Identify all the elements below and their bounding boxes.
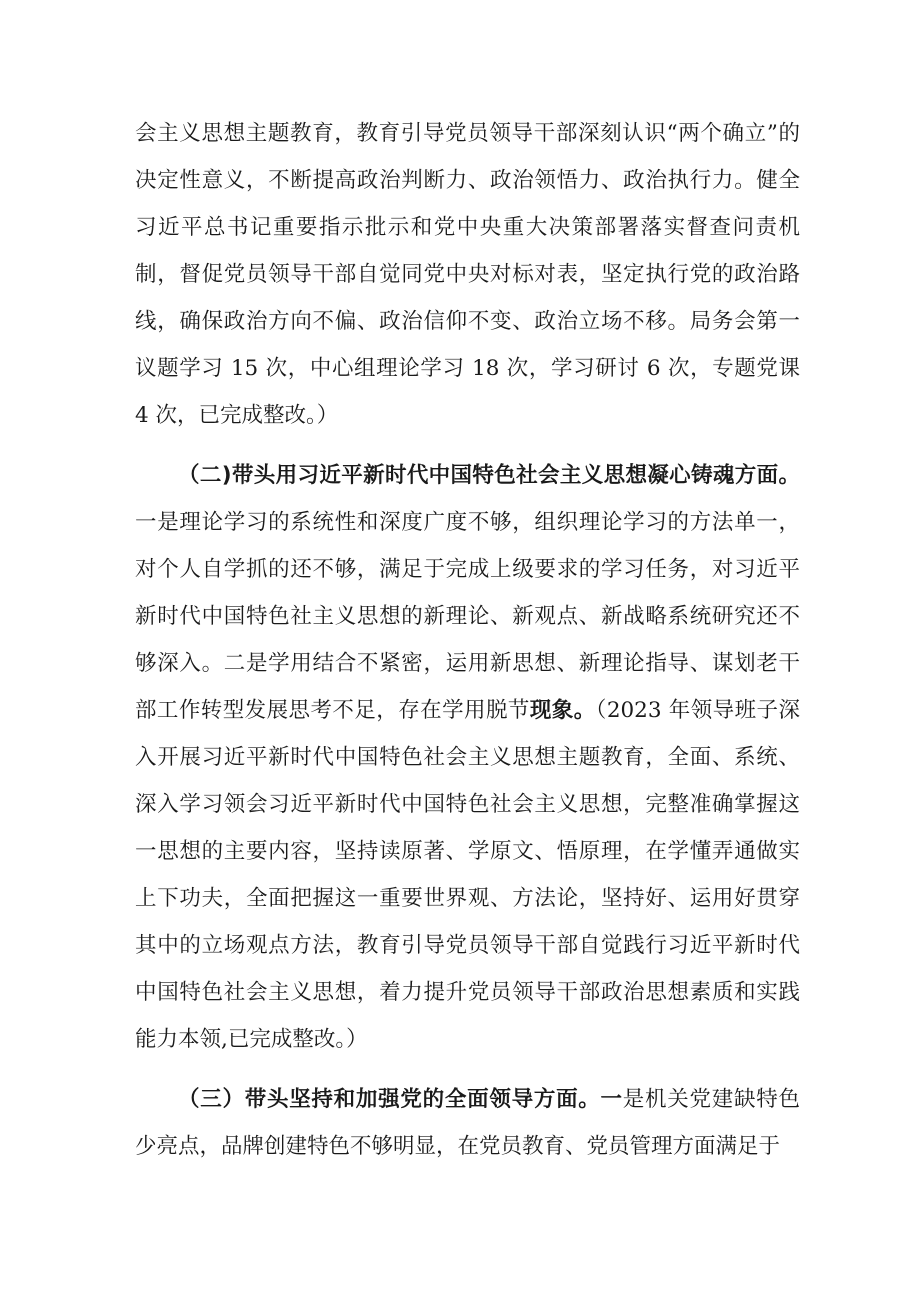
section-heading-2: （二)带头用习近平新时代中国特色社会主义思想凝心铸魂方面。 bbox=[178, 463, 800, 488]
section-heading-3: （三）带头坚持和加强党的全面领导方面。 bbox=[178, 1087, 601, 1112]
paragraph-text: 会主义思想主题教育，教育引导党员领导干部深刻认识“两个确立”的决定性意义，不断提高政治判断力、政治领悟力、政治执行力。健全习近平总书记重要指示批示和党中央重大决策部署落实督查问责机制，督促党员领导干部自觉同党中央对标对表，坚定执行党的政治路线，确保政治方向不偏、政治信仰不变、政治立场不移。局务会第一议题学习 15 次，中心组理论学习 18 次，学习研讨 6 次，专题党课 4 次，已完成整改。） bbox=[135, 121, 800, 428]
paragraph-text: 一是理论学习的系统性和深度广度不够，组织理论学习的方法单一，对个人自学抓的还不够，满足于完成上级要求的学习任务，对习近平新时代中国特色社主义思想的新理论、新观点、新战略系统研究还不够深入。二是学用结合不紧密，运用新思想、新理论指导、谋划老干部工作转型发展思考不足，存在学用脱节 bbox=[135, 510, 800, 723]
paragraph-text: （2023 年领导班子深入开展习近平新时代中国特色社会主义思想主题教育，全面、系统、深入学习领会习近平新时代中国特色社会主义思想，完整准确掌握这一思想的主要内容，坚持读原著、学原文、悟原理，在学懂弄通做实上下功夫，全面把握这一重要世界观、方法论，坚持好、运用好贯穿其中的立场观点方法，教育引导党员领导干部自觉践行习近平新时代中国特色社会主义思想，着力提升党员领导干部政治思想素质和实践能力本领,已完成整改。） bbox=[135, 698, 800, 1052]
paragraph-section-3 bbox=[135, 1076, 800, 1170]
bold-text: 一 bbox=[600, 1087, 623, 1112]
paragraph-section-2 bbox=[135, 452, 800, 1063]
bold-text: 现象。 bbox=[529, 698, 596, 723]
paragraph-text: 是机关党建缺特色少亮点，品牌创建特色不够明显，在党员教育、党员管理方面满足于 bbox=[135, 1087, 800, 1159]
paragraph-continuation bbox=[135, 110, 800, 439]
